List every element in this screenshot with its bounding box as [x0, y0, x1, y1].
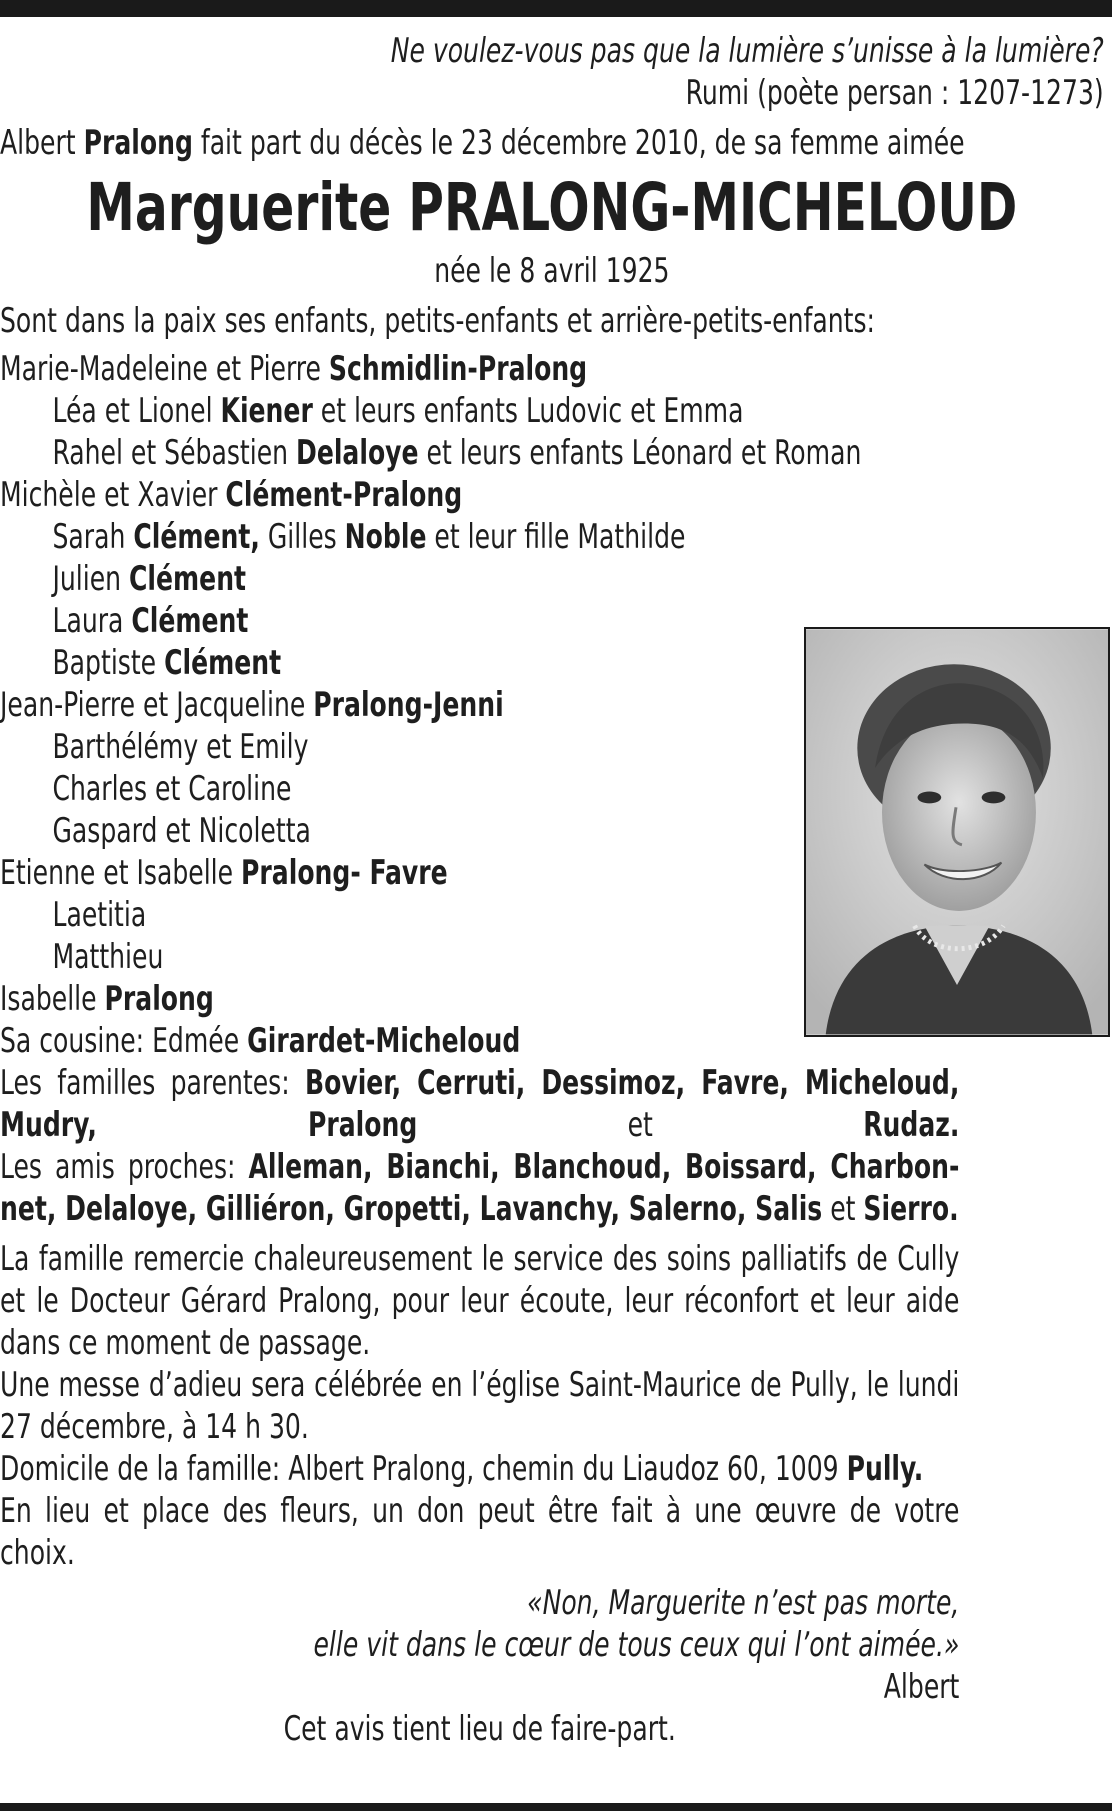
family-member-line [0, 894, 771, 936]
family-member-line [0, 768, 771, 810]
surname: Pralong- Favre [241, 853, 448, 893]
family-branch-line [0, 684, 771, 726]
announcement [0, 122, 1104, 164]
family-branch-line [0, 852, 771, 894]
text-run: Léa et Lionel [52, 391, 221, 431]
announcement-pre: Albert [0, 123, 84, 163]
text-run: Jean-Pierre et Jacqueline [0, 685, 314, 725]
surname: Girardet-Micheloud [247, 1021, 521, 1061]
family-member-line [0, 390, 771, 432]
bottom-rule [0, 1803, 1112, 1811]
surname: Pralong-Jenni [313, 685, 504, 725]
surname: Alleman, Bianchi, Blanchoud, Boissard, Charbon-net, Delaloye, Gilliéron, Gropetti, Lavanchy, Salerno, Salis [0, 1147, 960, 1229]
surname: Clément, [133, 517, 260, 557]
family-member-line [0, 726, 771, 768]
closing-quote-line-2: elle vit dans le cœur de tous ceux qui l’ont aimée.» [313, 1625, 960, 1665]
surname: Clément [131, 601, 249, 641]
family-member-line [0, 810, 771, 852]
family-member-line [0, 432, 862, 474]
domicile-city: Pully. [846, 1449, 924, 1489]
text-run: Gilles [259, 517, 345, 557]
friends-paragraph [0, 1146, 959, 1230]
family-member-line [0, 516, 771, 558]
family-member-line [0, 558, 771, 600]
family-member-line [0, 936, 771, 978]
text-run: et [822, 1189, 864, 1229]
text-run: Laura [52, 601, 132, 641]
text-run: et leurs enfants Ludovic et Emma [312, 391, 744, 431]
text-run: Charles et Caroline [52, 769, 292, 809]
text-run: Etienne et Isabelle [0, 853, 242, 893]
text-run: Sarah [52, 517, 134, 557]
family-branch-line [0, 348, 771, 390]
text-run: Marie-Madeleine et Pierre [0, 349, 329, 389]
surname: Clément [164, 643, 282, 683]
text-run: Gaspard et Nicoletta [52, 811, 311, 851]
surname: Sierro. [863, 1189, 959, 1229]
text-run: et leur fille Mathilde [426, 517, 686, 557]
text-run: Barthélémy et Emily [52, 727, 309, 767]
surname: Kiener [220, 391, 313, 431]
text-run: Les amis proches: [0, 1147, 249, 1187]
mass-paragraph: Une messe d’adieu sera célébrée en l’église Saint-Maurice de Pully, le lundi 27 décembre, à 14 h 30. [0, 1365, 960, 1447]
text-run: Michèle et Xavier [0, 475, 226, 515]
text-run: Rahel et Sébastien [52, 433, 296, 473]
surname: Rudaz. [863, 1105, 960, 1145]
epigraph-quote: Ne voulez-vous pas que la lumière s’unisse à la lumière? [390, 31, 1104, 71]
flowers-paragraph: En lieu et place des fleurs, un don peut être fait à une œuvre de votre choix. [0, 1491, 960, 1573]
text-run: et [417, 1105, 864, 1145]
announcement-name: Pralong [83, 123, 193, 163]
family-branch-line [0, 1020, 771, 1062]
deceased-name: Marguerite PRALONG-MICHELOUD [86, 169, 1018, 246]
text-run: Baptiste [52, 643, 165, 683]
family-list [0, 348, 862, 1062]
surname: Delaloye [295, 433, 419, 473]
text-run: Julien [52, 559, 130, 599]
text-run: et leurs enfants Léonard et Roman [418, 433, 862, 473]
surname: Clément [129, 559, 247, 599]
surname: Schmidlin-Pralong [328, 349, 588, 389]
birth-date: née le 8 avril 1925 [434, 251, 670, 291]
announcement-post: fait part du décès le 23 décembre 2010, de sa femme aimée [192, 123, 965, 163]
family-member-line [0, 600, 771, 642]
portrait-image [806, 629, 1108, 1035]
epigraph-author: Rumi (poète persan : 1207-1273) [685, 73, 1104, 113]
family-branch-line [0, 978, 771, 1020]
text-run: Matthieu [52, 937, 164, 977]
surname: Bovier, Cerruti, Dessimoz, Favre, Micheloud, Mudry, Pralong [0, 1063, 960, 1145]
text-run: Sa cousine: Edmée [0, 1021, 248, 1061]
footer-note: Cet avis tient lieu de faire-part. [283, 1709, 676, 1749]
closing-quote-line-1: «Non, Marguerite n’est pas morte, [527, 1583, 960, 1623]
family-intro: Sont dans la paix ses enfants, petits-enfants et arrière-petits-enfants: [0, 301, 875, 341]
text-run: Laetitia [52, 895, 147, 935]
domicile-address: Domicile de la famille: Albert Pralong, chemin du Liaudoz 60, 1009 [0, 1449, 847, 1489]
surname: Clément-Pralong [225, 475, 463, 515]
family-branch-line [0, 474, 771, 516]
text-run: Isabelle [0, 979, 105, 1019]
portrait-photo [804, 627, 1110, 1037]
surname: Pralong [104, 979, 214, 1019]
domicile [0, 1448, 1104, 1490]
top-rule [0, 0, 1112, 17]
signature: Albert [883, 1667, 960, 1707]
thanks-paragraph: La famille remercie chaleureusement le service des soins palliatifs de Cully et le Docteur Gérard Pralong, pour leur écoute, leur réconfort et leur aide dans ce moment de passage. [0, 1239, 960, 1363]
family-member-line [0, 642, 771, 684]
surname: Noble [344, 517, 427, 557]
text-run: Les familles parentes: [0, 1063, 306, 1103]
relatives-paragraph [0, 1062, 959, 1146]
